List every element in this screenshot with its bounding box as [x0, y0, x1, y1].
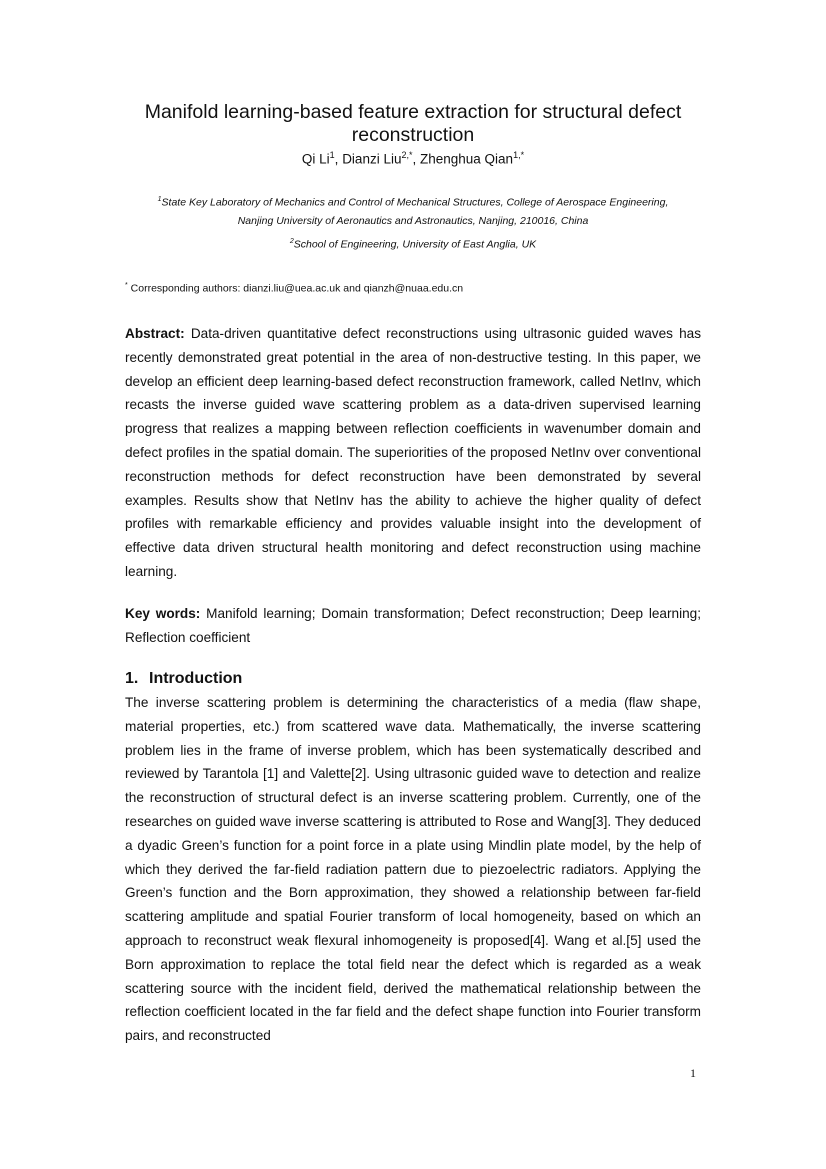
- section-title: Introduction: [149, 670, 243, 687]
- author-name: Zhenghua Qian: [420, 151, 514, 167]
- keywords-label: Key words:: [125, 606, 201, 621]
- corresponding-mark: *: [125, 282, 128, 289]
- section-heading: [125, 668, 242, 690]
- affiliation-mark: 1: [157, 196, 162, 203]
- affiliation-mark: 2: [289, 238, 294, 245]
- author-separator: ,: [334, 151, 343, 167]
- page-number: 1: [690, 1066, 696, 1080]
- corresponding-text: Corresponding authors: dianzi.liu@uea.ac.uk and qianzh@nuaa.edu.cn: [130, 282, 464, 295]
- corresponding-authors: [125, 279, 463, 296]
- author-affiliation-mark: 1: [329, 150, 335, 160]
- affiliation-text: Nanjing University of Aeronautics and Astronautics, Nanjing, 210016, China: [237, 215, 589, 227]
- author-affiliation-mark: 2,*: [401, 150, 413, 160]
- affiliation-text: School of Engineering, University of East Anglia, UK: [293, 238, 537, 251]
- abstract: [125, 322, 701, 584]
- paper-title: Manifold learning-based feature extraction for structural defect reconstruction: [144, 101, 682, 146]
- keywords: [125, 602, 701, 650]
- author-name: Qi Li: [301, 151, 330, 167]
- author-name: Dianzi Liu: [342, 151, 402, 167]
- affiliation-line: [100, 193, 726, 210]
- affiliation-line: [100, 214, 726, 228]
- abstract-label: Abstract:: [125, 326, 185, 341]
- affiliation-line: [100, 235, 726, 252]
- keywords-text: Manifold learning; Domain transformation; Defect reconstruction; Deep learning; Reflection coefficient: [125, 606, 702, 645]
- abstract-text: Data-driven quantitative defect reconstructions using ultrasonic guided waves has recently demonstrated great potential in the area of non-destructive testing. In this paper, we develop an efficient deep learning-based defect reconstruction framework, called NetInv, which recasts the inverse guided wave scattering problem as a data-driven supervised learning progress that realizes a mapping between reflection coefficients in wavenumber domain and defect profiles in the spatial domain. The superiorities of the proposed NetInv over conventional reconstruction methods for defect reconstruction have been demonstrated by several examples. Results show that NetInv has the ability to achieve the higher quality of defect profiles with remarkable efficiency and provides valuable insight into the development of effective data driven structural health monitoring and defect reconstruction using machine learning.: [125, 326, 701, 579]
- author-list: [100, 146, 726, 169]
- author-separator: ,: [412, 151, 420, 167]
- author-affiliation-mark: 1,*: [513, 150, 525, 160]
- section-number: 1.: [125, 670, 139, 687]
- affiliation-text: State Key Laboratory of Mechanics and Control of Mechanical Structures, College of Aerospace Engineering,: [161, 196, 669, 209]
- introduction-paragraph: The inverse scattering problem is determining the characteristics of a media (flaw shape, material properties, etc.) from scattered wave data. Mathematically, the inverse scattering problem lies in the frame of inverse problem, which has been systematically described and reviewed by Tarantola [1] and Valette[2]. Using ultrasonic guided wave to detection and realize the reconstruction of structural defect is an inverse scattering problem. Currently, one of the researches on guided wave inverse scattering is attributed to Rose and Wang[3]. They deduced a dyadic Green’s function for a point force in a plate using Mindlin plate model, by the help of which they derived the far-field radiation pattern due to piezoelectric radiators. Applying the Green’s function and the Born approximation, they showed a relationship between far-field scattering amplitude and spatial Fourier transform of local homogeneity, based on which an approach to reconstruct weak flexural inhomogeneity is proposed[4]. Wang et al.[5] used the Born approximation to replace the total field near the defect which is regarded as a weak scattering source with the incident field, derived the mathematical relationship between the reflection coefficient located in the far field and the defect shape function into Fourier transform pairs, and reconstructed: [125, 695, 701, 1044]
